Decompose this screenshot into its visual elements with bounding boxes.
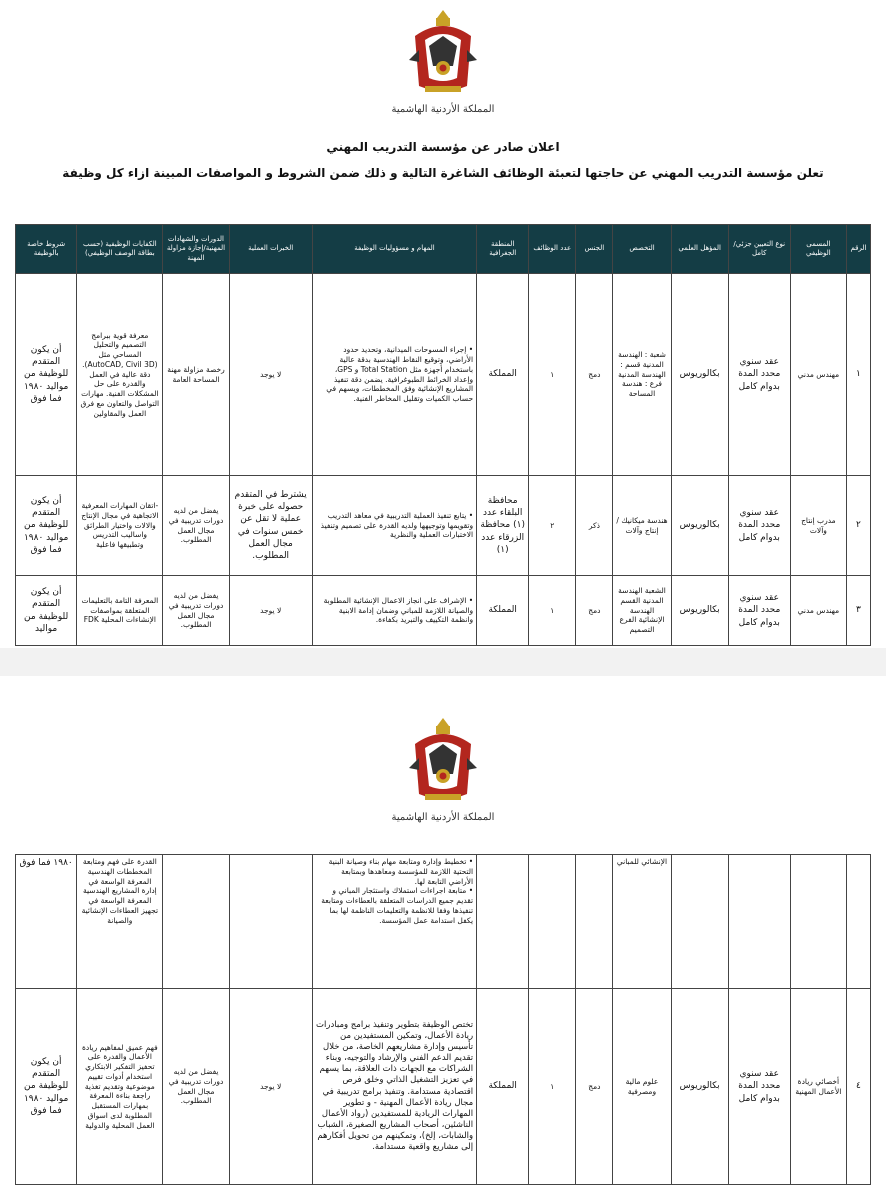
cell-num: ٢: [846, 476, 870, 576]
cell-duties: [312, 855, 476, 989]
cell-specialty: هندسة ميكانيك / إنتاج وآلات: [613, 476, 671, 576]
cell-experience: يشترط في المتقدم حصوله على خبرة عملية لا تقل عن خمس سنوات في مجال العمل المطلوب.: [229, 476, 312, 576]
cell-competencies: المعرفة التامة بالتعليمات المتعلقة بمواصفات الإنشاءات المحلية FDK: [77, 576, 163, 646]
duties-item: • متابعة اجراءات استملاك واستئجار المباني و تقديم جميع الدراسات المتعلقة بالعطاءات ومتابعة تنفيذها وفقا للانظمة والتعليمات الناظمة لها بما يكفل استدامة عمل المؤسسة.: [316, 886, 473, 925]
col-header: الرقم: [846, 225, 870, 274]
cell-count: ٢: [529, 476, 576, 576]
col-header: الجنس: [576, 225, 613, 274]
cell-title: مهندس مدني: [790, 576, 846, 646]
col-header: نوع التعيين جزئي/كامل: [728, 225, 790, 274]
page-2: [0, 676, 886, 1200]
cell-num: ٣: [846, 576, 870, 646]
col-header: المهام و مسؤوليات الوظيفة: [312, 225, 476, 274]
cell-qualification: بكالوريوس: [671, 476, 728, 576]
cell-courses: يفضل من لديه دورات تدريبية في مجال العمل المطلوب.: [163, 476, 229, 576]
col-header: المسمى الوظيفي: [790, 225, 846, 274]
cell-special: ١٩٨٠ فما فوق: [16, 855, 77, 989]
announcement-subtitle: تعلن مؤسسة التدريب المهني عن حاجتها لتعبئة الوظائف الشاغرة التالية و ذلك ضمن الشروط و المواصفات المبينة ازاء كل وظيفة: [62, 166, 824, 180]
cell-duties: [312, 274, 476, 476]
cell-gender: دمج: [576, 576, 613, 646]
col-header: المنطقة الجغرافية: [477, 225, 529, 274]
cell-courses: رخصة مزاولة مهنة المساحة العامة: [163, 274, 229, 476]
cell-qualification: [671, 855, 728, 989]
cell-gender: [576, 855, 613, 989]
cell-count: ١: [529, 576, 576, 646]
table-row: [16, 989, 871, 1185]
col-header: التخصص: [613, 225, 671, 274]
duties-text: • يتابع تنفيذ العملية التدريبية في معاهد التدريب وتقويمها وتوجيهها ولديه القدرة على تصميم وتنفيذ الاختبارات العملية والنظرية: [321, 511, 474, 540]
announcement-title: اعلان صادر عن مؤسسة التدريب المهني: [326, 140, 560, 154]
cell-competencies: -اتقان المهارات المعرفية الاتجاهية في مجال الإنتاج والالات واختيار الطرائق واساليب التدريس وتطبيقها فاعلية: [77, 476, 163, 576]
cell-region: [477, 855, 529, 989]
table-row-continuation: [16, 855, 871, 989]
duties-text: • الإشراف على انجاز الاعمال الإنشائية المطلوبة والصيانة اللازمة للمباني وضمان إدامة الابنية وانظمة التكييف والتبريد بكفاءة.: [324, 596, 474, 625]
cell-count: ١: [529, 989, 576, 1185]
cell-title: [790, 855, 846, 989]
cell-region: المملكة: [477, 576, 529, 646]
cell-duties: [312, 576, 476, 646]
cell-type: عقد سنوي محدد المدة بدوام كامل: [728, 576, 790, 646]
table-row: [16, 274, 871, 476]
cell-special: أن يكون المتقدم للوظيفة من مواليد: [16, 576, 77, 646]
duties-item: • تخطيط وإدارة ومتابعة مهام بناء وصيانة البنية التحتية اللازمة للمؤسسة ومعاهدها وبمتابعة الأراضي التابعة لها.: [316, 857, 473, 886]
cell-experience: لا يوجد: [229, 274, 312, 476]
cell-qualification: بكالوريوس: [671, 274, 728, 476]
cell-special: أن يكون المتقدم للوظيفة من مواليد ١٩٨٠ فما فوق: [16, 989, 77, 1185]
cell-region: المملكة: [477, 989, 529, 1185]
cell-gender: ذكر: [576, 476, 613, 576]
duties-text: • إجراء المسوحات الميدانية، وتحديد حدود الأراضي، وتوقيع النقاط الهندسية بدقة عالية باستخدام أجهزة مثل Total Station و GPS، وإعداد الخرائط الطبوغرافية. يضمن دقة تنفيذ المشاريع الإنشائية وفق المخططات، ويسهم في حساب الكميات وتقليل المخاطر الفنية.: [326, 345, 473, 403]
cell-duties: [312, 476, 476, 576]
cell-num: [846, 855, 870, 989]
cell-gender: دمج: [576, 989, 613, 1185]
table-row: [16, 576, 871, 646]
jobs-table: [15, 224, 871, 646]
cell-courses: [163, 855, 229, 989]
cell-courses: يفضل من لديه دورات تدريبية في مجال العمل المطلوب.: [163, 576, 229, 646]
col-header: الكفايات الوظيفية (حسب بطاقة الوصف الوظيفي): [77, 225, 163, 274]
cell-competencies: فهم عميق لمفاهيم ريادة الأعمال والقدرة على تحفيز التفكير الابتكاري استخدام أدوات تقييم موضوعية وتقديم تغذية راجعة بناءة المعرفة بمهارات المستقبل المطلوبة لدى اسواق العمل المحلية والدولية: [77, 989, 163, 1185]
cell-num: ٤: [846, 989, 870, 1185]
cell-special: أن يكون المتقدم للوظيفة من مواليد ١٩٨٠ فما فوق: [16, 476, 77, 576]
kingdom-name: المملكة الأردنية الهاشمية: [391, 812, 495, 823]
cell-count: ١: [529, 274, 576, 476]
cell-type: عقد سنوي محدد المدة بدوام كامل: [728, 989, 790, 1185]
kingdom-name: المملكة الأردنية الهاشمية: [391, 104, 495, 115]
cell-title: أخصائي ريادة الأعمال المهنية: [790, 989, 846, 1185]
cell-region: محافظة البلقاء عدد (١) محافظة الزرقاء عدد (١): [477, 476, 529, 576]
cell-duties: تختص الوظيفة بتطوير وتنفيذ برامج ومبادرات ريادة الأعمال، وتمكين المستفيدين من تأسيس وإدارة مشاريعهم الخاصة، من خلال تقديم الدعم الفني والإرشاد والتوجيه، وبناء الشراكات مع الجهات ذات العلاقة، بما يسهم في تعزيز التشغيل الذاتي وخلق فرص اقتصادية مستدامة. وتنفيذ برامج تدريبية في مجال ريادة الأعمال المهنية - و تطوير المهارات الريادية للمستفيدين (رواد الأعمال الناشئين، أصحاب المشاريع الصغيرة، الشباب والشابات، إلخ)، وتمكينهم من تحويل أفكارهم إلى مشاريع واقعية مستدامة.: [312, 989, 476, 1185]
cell-specialty: الإنشائي للمباني: [613, 855, 671, 989]
cell-competencies: القدرة على فهم ومتابعة المخططات الهندسية المعرفة الواسعة في إدارة المشاريع الهندسية المعرفة الواسعة في تجهيز العطاءات الإنشائية والصيانة: [77, 855, 163, 989]
table-header-row: [16, 225, 871, 274]
col-header: عدد الوظائف: [529, 225, 576, 274]
cell-title: مدرب إنتاج وآلات: [790, 476, 846, 576]
cell-qualification: بكالوريوس: [671, 576, 728, 646]
table-row: [16, 476, 871, 576]
cell-num: ١: [846, 274, 870, 476]
page-gap: [0, 648, 886, 676]
cell-qualification: بكالوريوس: [671, 989, 728, 1185]
cell-competencies: معرفة قوية ببرامج التصميم والتحليل المساحي مثل (AutoCAD, Civil 3D). دقة عالية في العمل والقدرة على حل المشكلات الفنية. مهارات التواصل والتعاون مع فرق العمل والمقاولين: [77, 274, 163, 476]
col-header: شروط خاصة بالوظيفة: [16, 225, 77, 274]
cell-type: عقد سنوي محدد المدة بدوام كامل: [728, 274, 790, 476]
col-header: المؤهل العلمي: [671, 225, 728, 274]
cell-experience: [229, 855, 312, 989]
cell-count: [529, 855, 576, 989]
cell-experience: لا يوجد: [229, 989, 312, 1185]
coat-of-arms-emblem: [405, 6, 481, 98]
cell-region: المملكة: [477, 274, 529, 476]
cell-type: [728, 855, 790, 989]
jobs-table-continued: [15, 854, 871, 1185]
cell-courses: يفضل من لديه دورات تدريبية في مجال العمل المطلوب.: [163, 989, 229, 1185]
cell-special: أن يكون المتقدم للوظيفة من مواليد ١٩٨٠ فما فوق: [16, 274, 77, 476]
cell-gender: دمج: [576, 274, 613, 476]
cell-experience: لا يوجد: [229, 576, 312, 646]
cell-specialty: علوم مالية ومصرفية: [613, 989, 671, 1185]
cell-title: مهندس مدني: [790, 274, 846, 476]
col-header: الخبرات العملية: [229, 225, 312, 274]
coat-of-arms-emblem: [405, 714, 481, 806]
cell-type: عقد سنوي محدد المدة بدوام كامل: [728, 476, 790, 576]
col-header: الدورات والشهادات المهنية/إجازة مزاولة المهنة: [163, 225, 229, 274]
cell-specialty: شعبة : الهندسة المدنية قسم : الهندسة المدنية فرع : هندسة المساحة: [613, 274, 671, 476]
cell-specialty: الشعبة الهندسة المدنية القسم الهندسة الإنشائية الفرع التصميم: [613, 576, 671, 646]
